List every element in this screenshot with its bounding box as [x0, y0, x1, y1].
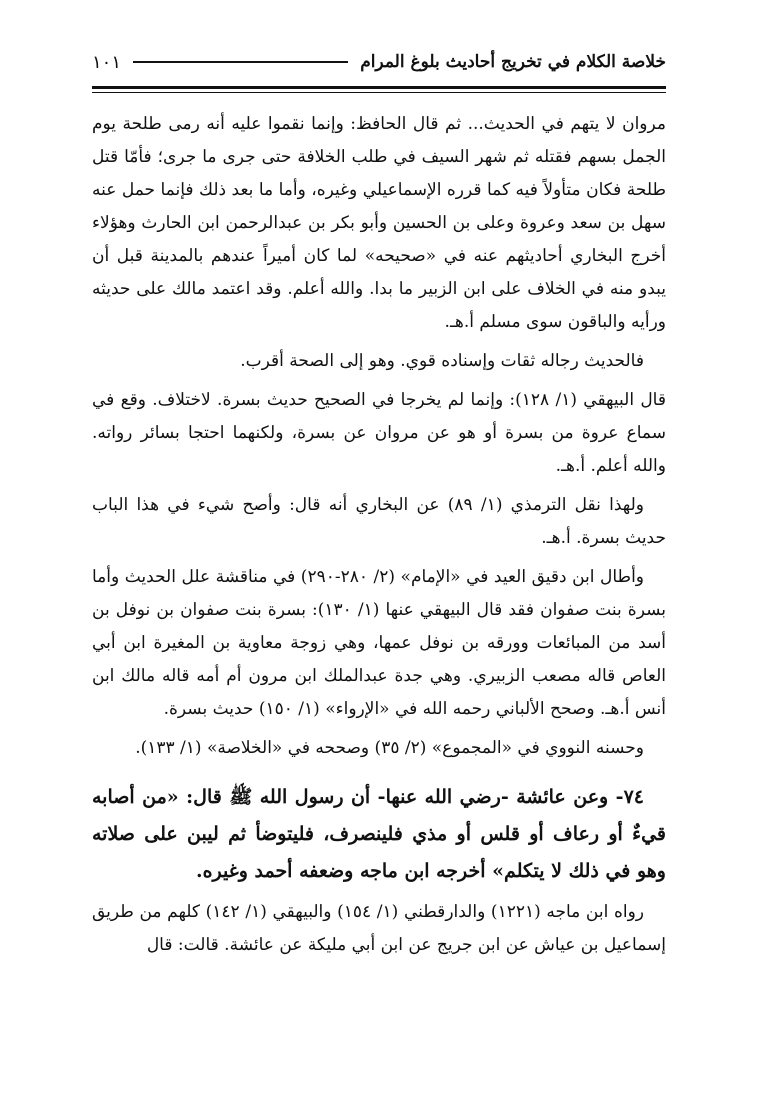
paragraph-bayhaqi: قال البيهقي (١/ ١٢٨): وإنما لم يخرجا في الصحيح حديث بسرة. لاختلاف. وقع في سماع عروة من بسرة أو هو عن مروان عن بسرة، ولكنهما احتجا بسائر رواته. والله أعلم. أ.هـ.: [92, 390, 666, 476]
paragraph-ibn-daqiq: وأطال ابن دقيق العيد في «الإمام» (٢/ ٢٨٠-٢٩٠) في مناقشة علل الحديث وأما بسرة بنت صفوان فقد قال البيهقي عنها (١/ ١٣٠): بسرة بنت صفوان بن نوفل بن أسد من المبائعات وورقه بن نوفل عمها، وهي زوجة معاوية بن المغيرة ابن أبي العاص قاله مصعب الزبيري. وهي جدة عبدالملك ابن مرون أم أمه قاله مالك ابن أنس أ.هـ. وصحح الألباني رحمه الله في «الإرواء» (١/ ١٥٠) حديث بسرة.: [92, 567, 666, 719]
header-rule-thin: [92, 92, 666, 93]
paragraph-takhrij: رواه ابن ماجه (١٢٢١) والدارقطني (١/ ١٥٤) والبيهقي (١/ ١٤٢) كلهم من طريق إسماعيل بن عياش عن ابن جريج عن ابن أبي مليكة عن عائشة. قالت: قال: [92, 902, 666, 955]
page-number: ١٠١: [92, 51, 122, 73]
paragraph-quote-continuation: مروان لا يتهم في الحديث... ثم قال الحافظ: وإنما نقموا عليه أنه رمى طلحة يوم الجمل بسهم فقتله ثم شهر السيف في طلب الخلافة حتى جرى ما جرى؛ فأمّا قتل طلحة فكان متأولاً فيه كما قرره الإسماعيلي وغيره، وأما ما بعد ذلك فإنما حمل عنه سهل بن سعد وعروة وعلى بن الحسين وأبو بكر بن عبدالرحمن ابن الحارث وهؤلاء أخرج البخاري أحاديثهم عنه في «صحيحه» لما كان أميراً عندهم بالمدينة قبل أن يبدو منه في الخلاف على ابن الزبير ما بدا. والله أعلم. وقد اعتمد مالك على حديثه ورأيه والباقون سوى مسلم أ.هـ.: [92, 114, 666, 332]
running-title: خلاصة الكلام في تخريج أحاديث بلوغ المرام: [360, 52, 666, 72]
hadith-74: ٧٤- وعن عائشة -رضي الله عنها- أن رسول الله ﷺ قال: «من أصابه قيءٌ أو رعاف أو قلس أو مذي فلينصرف، فليتوضأ ثم ليبن على صلاته وهو في ذلك لا يتكلم» أخرجه ابن ماجه وضعفه أحمد وغيره.: [92, 786, 666, 882]
paragraph-nawawi: وحسنه النووي في «المجموع» (٢/ ٣٥) وصححه في «الخلاصة» (١/ ١٣٣).: [135, 738, 644, 758]
body-text: [92, 108, 666, 962]
header-line: [133, 61, 348, 63]
page-header: [92, 40, 666, 84]
header-rule-thick: [92, 86, 666, 89]
paragraph-tirmidhi: ولهذا نقل الترمذي (١/ ٨٩) عن البخاري أنه قال: وأصح شيء في هذا الباب حديث بسرة. أ.هـ.: [92, 495, 666, 548]
paragraph-verdict: فالحديث رجاله ثقات وإسناده قوي. وهو إلى الصحة أقرب.: [240, 351, 644, 371]
